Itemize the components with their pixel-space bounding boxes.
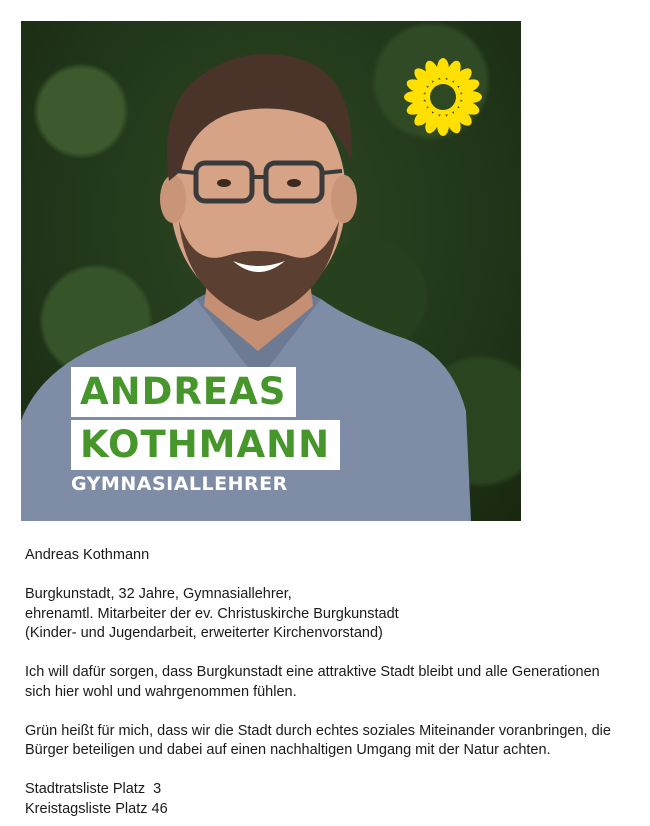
bio-detail-line: (Kinder- und Jugendarbeit, erweiterter Kirchenvorstand) (25, 625, 383, 641)
bio-name: Andreas Kothmann (25, 547, 150, 563)
district-council-list-label: Kreistagsliste Platz 46 (25, 800, 168, 817)
candidate-job-title: GYMNASIALLEHRER (71, 473, 288, 495)
city-council-list (25, 780, 625, 800)
bio-details (25, 585, 625, 644)
bio-statement-2: Grün heißt für mich, dass wir die Stadt durch echtes soziales Miteinander voranbringen, die Bürger beteiligen und dabei auf einen nachhaltigen Umgang mit der Natur achten. (25, 722, 611, 758)
candidate-first-name: ANDREAS (71, 367, 296, 417)
bio-statement-1: Ich will dafür sorgen, dass Burgkunstadt eine attraktive Stadt bleibt und alle Generationen sich hier wohl und wahrgenommen fühlen. (25, 664, 600, 700)
bio-detail-line: ehrenamtl. Mitarbeiter der ev. Christuskirche Burgkunstadt (25, 605, 399, 622)
sunflower-icon (403, 57, 483, 137)
candidate-portrait (21, 21, 521, 521)
city-council-list-label: Stadtratsliste Platz 3 (25, 781, 162, 797)
candidate-bio (25, 546, 625, 819)
candidate-last-name: KOTHMANN (71, 420, 340, 470)
district-council-list (25, 800, 625, 820)
bio-detail-line: Burgkunstadt, 32 Jahre, Gymnasiallehrer, (25, 586, 292, 602)
